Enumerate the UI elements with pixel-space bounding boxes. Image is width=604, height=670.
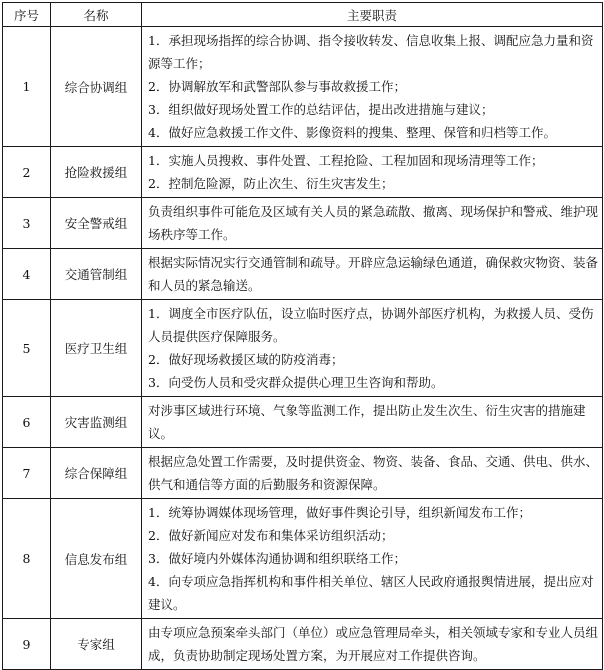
table-row: [3, 619, 603, 670]
row-index: 4: [3, 249, 51, 300]
duty-cell: [142, 448, 603, 499]
group-name: 安全警戒组: [51, 198, 142, 249]
duty-line: 2．协调解放军和武警部队参与事故救援工作；: [148, 79, 406, 94]
table-row: [3, 300, 603, 397]
row-index: 1: [3, 27, 51, 147]
duty-line: 4．向专项应急指挥机构和事件相关单位、辖区人民政府通报舆情进展，提出应对建议。: [148, 574, 594, 612]
duties-table: [2, 2, 603, 670]
duty-cell: [142, 619, 603, 670]
table-body: [3, 27, 603, 670]
duty-line: 3．向受伤人员和受灾群众提供心理卫生咨询和帮助。: [148, 375, 444, 390]
group-name: 综合保障组: [51, 448, 142, 499]
duty-line: 对涉事区域进行环境、气象等监测工作，提出防止发生次生、衍生灾害的措施建议。: [148, 403, 586, 441]
duty-cell: [142, 27, 603, 147]
group-name: 抢险救援组: [51, 147, 142, 198]
row-index: 7: [3, 448, 51, 499]
duty-line: 2．做好现场救援区域的防疫消毒；: [148, 352, 344, 367]
duty-line: 由专项应急预案牵头部门（单位）或应急管理局牵头，相关领域专家和专业人员组成，负责协助制定现场处置方案，为开展应对工作提供咨询。: [148, 625, 599, 663]
table-row: [3, 147, 603, 198]
duty-cell: [142, 499, 603, 619]
group-name: 灾害监测组: [51, 397, 142, 448]
table-row: [3, 198, 603, 249]
group-name: 信息发布组: [51, 499, 142, 619]
table-row: [3, 27, 603, 147]
duty-cell: [142, 300, 603, 397]
duty-line: 根据应急处置工作需要，及时提供资金、物资、装备、食品、交通、供电、供水、供气和通信等方面的后勤服务和资源保障。: [148, 454, 599, 492]
header-duties: 主要职责: [142, 3, 603, 27]
row-index: 6: [3, 397, 51, 448]
duty-line: 负责组织事件可能危及区域有关人员的紧急疏散、撤离、现场保护和警戒、维护现场秩序等工作。: [148, 204, 599, 242]
duty-cell: [142, 397, 603, 448]
row-index: 3: [3, 198, 51, 249]
header-index: 序号: [3, 3, 51, 27]
row-index: 9: [3, 619, 51, 670]
duty-line: 根据实际情况实行交通管制和疏导。开辟应急运输绿色通道，确保救灾物资、装备和人员的紧急输送。: [148, 255, 599, 293]
duty-line: 1．调度全市医疗队伍，设立临时医疗点，协调外部医疗机构，为救援人员、受伤人员提供医疗保障服务。: [148, 306, 594, 344]
duty-line: 2．做好新闻应对发布和集体采访组织活动；: [148, 528, 394, 543]
group-name: 综合协调组: [51, 27, 142, 147]
table-row: [3, 448, 603, 499]
duty-line: 1．承担现场指挥的综合协调、指令接收转发、信息收集上报、调配应急力量和资源等工作；: [148, 33, 594, 71]
row-index: 5: [3, 300, 51, 397]
table-row: [3, 499, 603, 619]
group-name: 专家组: [51, 619, 142, 670]
duty-cell: [142, 249, 603, 300]
duty-cell: [142, 147, 603, 198]
duty-line: 3．组织做好现场处置工作的总结评估，提出改进措施与建议；: [148, 102, 494, 117]
duties-table-container: [2, 2, 603, 670]
duty-cell: [142, 198, 603, 249]
header-row: [3, 3, 603, 27]
row-index: 2: [3, 147, 51, 198]
group-name: 交通管制组: [51, 249, 142, 300]
duty-line: 1．统筹协调媒体现场管理，做好事件舆论引导，组织新闻发布工作；: [148, 505, 531, 520]
group-name: 医疗卫生组: [51, 300, 142, 397]
duty-line: 4．做好应急救援工作文件、影像资料的搜集、整理、保管和归档等工作。: [148, 125, 556, 140]
duty-line: 1．实施人员搜救、事件处置、工程抢险、工程加固和现场清理等工作；: [148, 153, 544, 168]
table-row: [3, 397, 603, 448]
duty-line: 3．做好境内外媒体沟通协调和组织联络工作；: [148, 551, 406, 566]
row-index: 8: [3, 499, 51, 619]
header-name: 名称: [51, 3, 142, 27]
duty-line: 2．控制危险源，防止次生、衍生灾害发生；: [148, 176, 394, 191]
table-row: [3, 249, 603, 300]
